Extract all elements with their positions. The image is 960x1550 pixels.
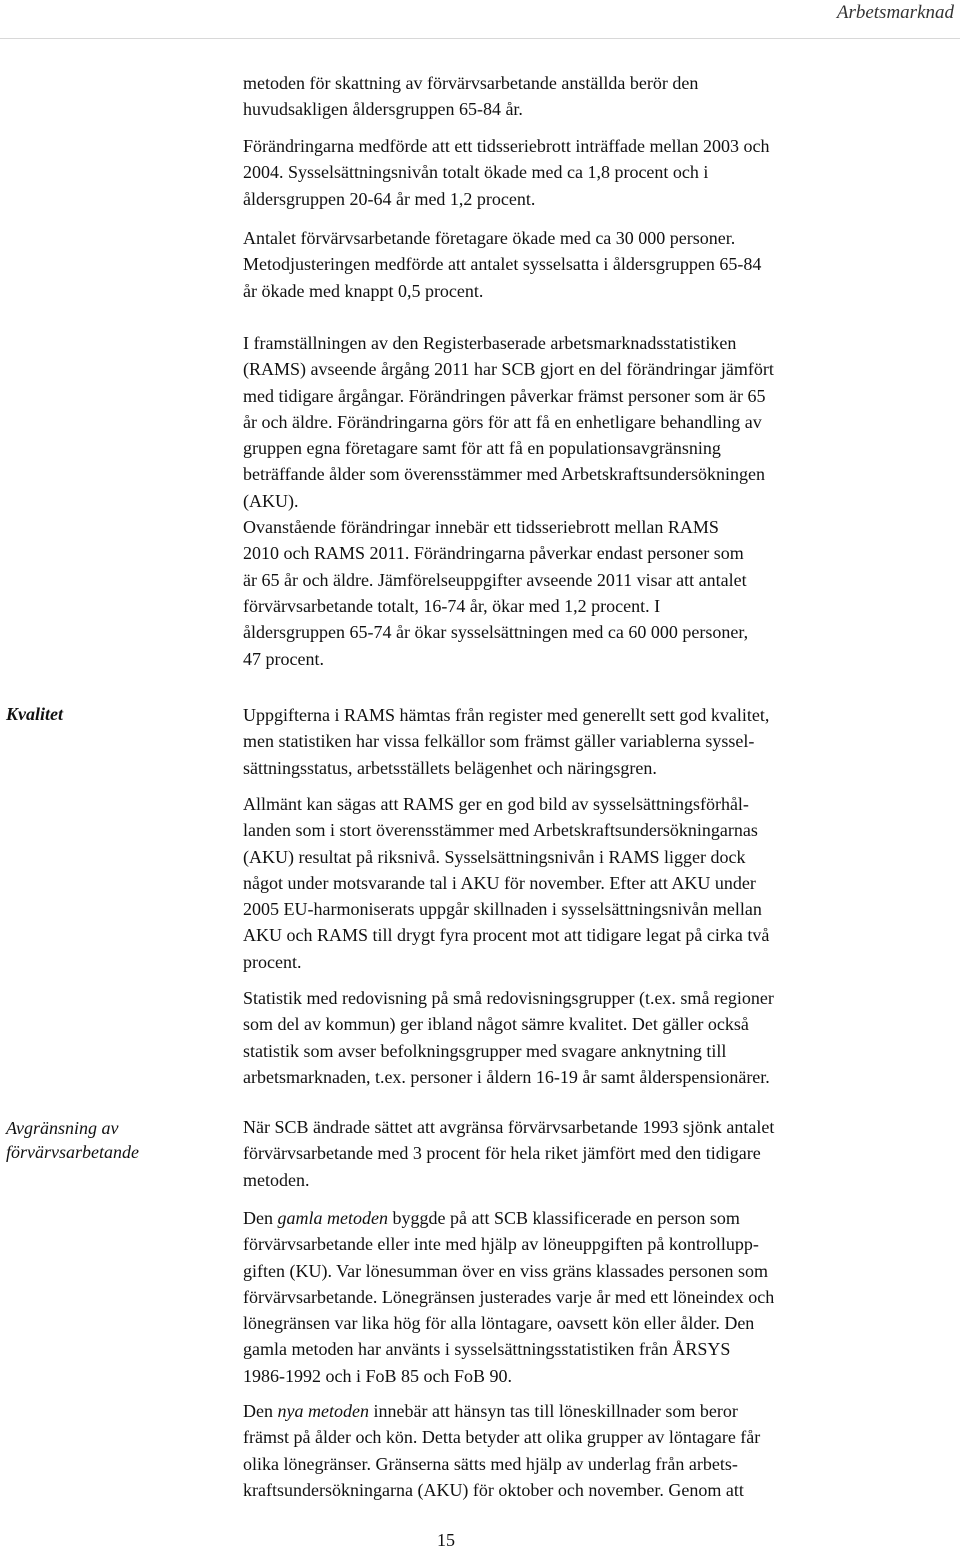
paragraph-rams-2011-changes: I framställningen av den Registerbaserade arbetsmarknadsstatistiken (RAMS) avseende årgång 2011 har SCB gjort en del förändringar jämfört med tidigare årgångar. Förändringen påverkar främst personer som är 65 år och äldre. Förändringarna görs för att få en enhetligare behandling av gruppen egna företagare samt för att få en populationsavgränsning beträffande ålder som överensstämmer med Arbetskraftsundersökningen (AKU). Ovanstående förändringar innebär ett tidsseriebrott mellan RAMS 2010 och RAMS 2011. Förändringarna påverkar endast personer som är 65 år och äldre. Jämförelseuppgifter avseende 2011 visar att antalet förvärvsarbetande totalt, 16-74 år, ökar med 1,2 procent. I åldersgruppen 65-74 år ökar sysselsättningen med ca 60 000 personer, 47 procent. [243, 333, 774, 669]
paragraph-quality-small-groups: Statistik med redovisning på små redovisningsgrupper (t.ex. små regioner som del av kommun) ger ibland något sämre kvalitet. Det gäller också statistik som avser befolkningsgrupper med svagare anknytning till arbetsmarknaden, t.ex. personer i åldern 16-19 år samt ålderspensionärer. [243, 988, 774, 1087]
paragraph-entrepreneurs-increase: Antalet förvärvsarbetande företagare ökade med ca 30 000 personer. Metodjusteringen medförde att antalet sysselsatta i åldersgruppen 65-84 år ökade med knappt 0,5 procent. [243, 228, 762, 301]
side-heading-line: Avgränsning av [6, 1118, 119, 1138]
page-header [0, 0, 960, 40]
paragraph-method-age-group: metoden för skattning av förvärvsarbetande anställda berör den huvudsakligen åldersgruppen 65-84 år. [243, 73, 699, 120]
text-run: innebär att hänsyn tas till löneskillnader som beror främst på ålder och kön. Detta betyder att olika grupper av löntagare får olika lönegränser. Gränserna sätts med hjälp av underlag från arbets- kraftsundersökningarna (AKU) för oktober och november. Genom att [243, 1401, 761, 1500]
page-number: 15 [437, 1530, 455, 1550]
header-divider [0, 38, 960, 39]
side-heading-kvalitet: Kvalitet [6, 704, 63, 724]
text-run: Den [243, 1208, 278, 1228]
paragraph-new-method [243, 1398, 933, 1503]
paragraph-quality-sources: Uppgifterna i RAMS hämtas från register med generellt sett god kvalitet, men statistiken har vissa felkällor som främst gäller variablerna syssel- sättningsstatus, arbetsställets belägenhet och näringsgren. [243, 705, 770, 778]
side-heading-line: förvärvsarbetande [6, 1142, 139, 1162]
text-run: byggde på att SCB klassificerade en person som förvärvsarbetande eller inte med hjälp av löneuppgiften på kontrollupp- giften (KU). Var lönesumman över en viss gräns klassades personen som förvärvsarbetande. Lönegränsen justerades varje år med ett löneindex och lönegränsen var lika hög för alla löntagare, oavsett kön eller ålder. Den gamla metoden har använts i sysselsättningsstatistiken från ÅRSYS 1986-1992 och i FoB 85 och FoB 90. [243, 1208, 775, 1386]
paragraph-old-method [243, 1205, 933, 1389]
emphasis-new-method: nya metoden [277, 1401, 369, 1421]
paragraph-delimitation-1993: När SCB ändrade sättet att avgränsa förvärvsarbetande 1993 sjönk antalet förvärvsarbetande med 3 procent för hela riket jämfört med den tidigare metoden. [243, 1117, 775, 1190]
paragraph-time-series-break-2003: Förändringarna medförde att ett tidsseriebrott inträffade mellan 2003 och 2004. Sysselsättningsnivån totalt ökade med ca 1,8 procent och i åldersgruppen 20-64 år med 1,2 procent. [243, 136, 770, 209]
text-run: Den [243, 1401, 278, 1421]
emphasis-old-method: gamla metoden [277, 1208, 388, 1228]
running-header-title: Arbetsmarknad [836, 2, 954, 23]
side-heading-avgransning [6, 1116, 206, 1164]
paragraph-quality-aku-comparison: Allmänt kan sägas att RAMS ger en god bild av sysselsättningsförhål- landen som i stort överensstämmer med Arbetskraftsundersökningarnas (AKU) resultat på riksnivå. Sysselsättningsnivån i RAMS ligger dock något under motsvarande tal i AKU för november. Efter att AKU under 2005 EU-harmoniserats uppgår skillnaden i sysselsättningsnivån mellan AKU och RAMS till drygt fyra procent mot att tidigare legat på cirka två procent. [243, 794, 770, 972]
